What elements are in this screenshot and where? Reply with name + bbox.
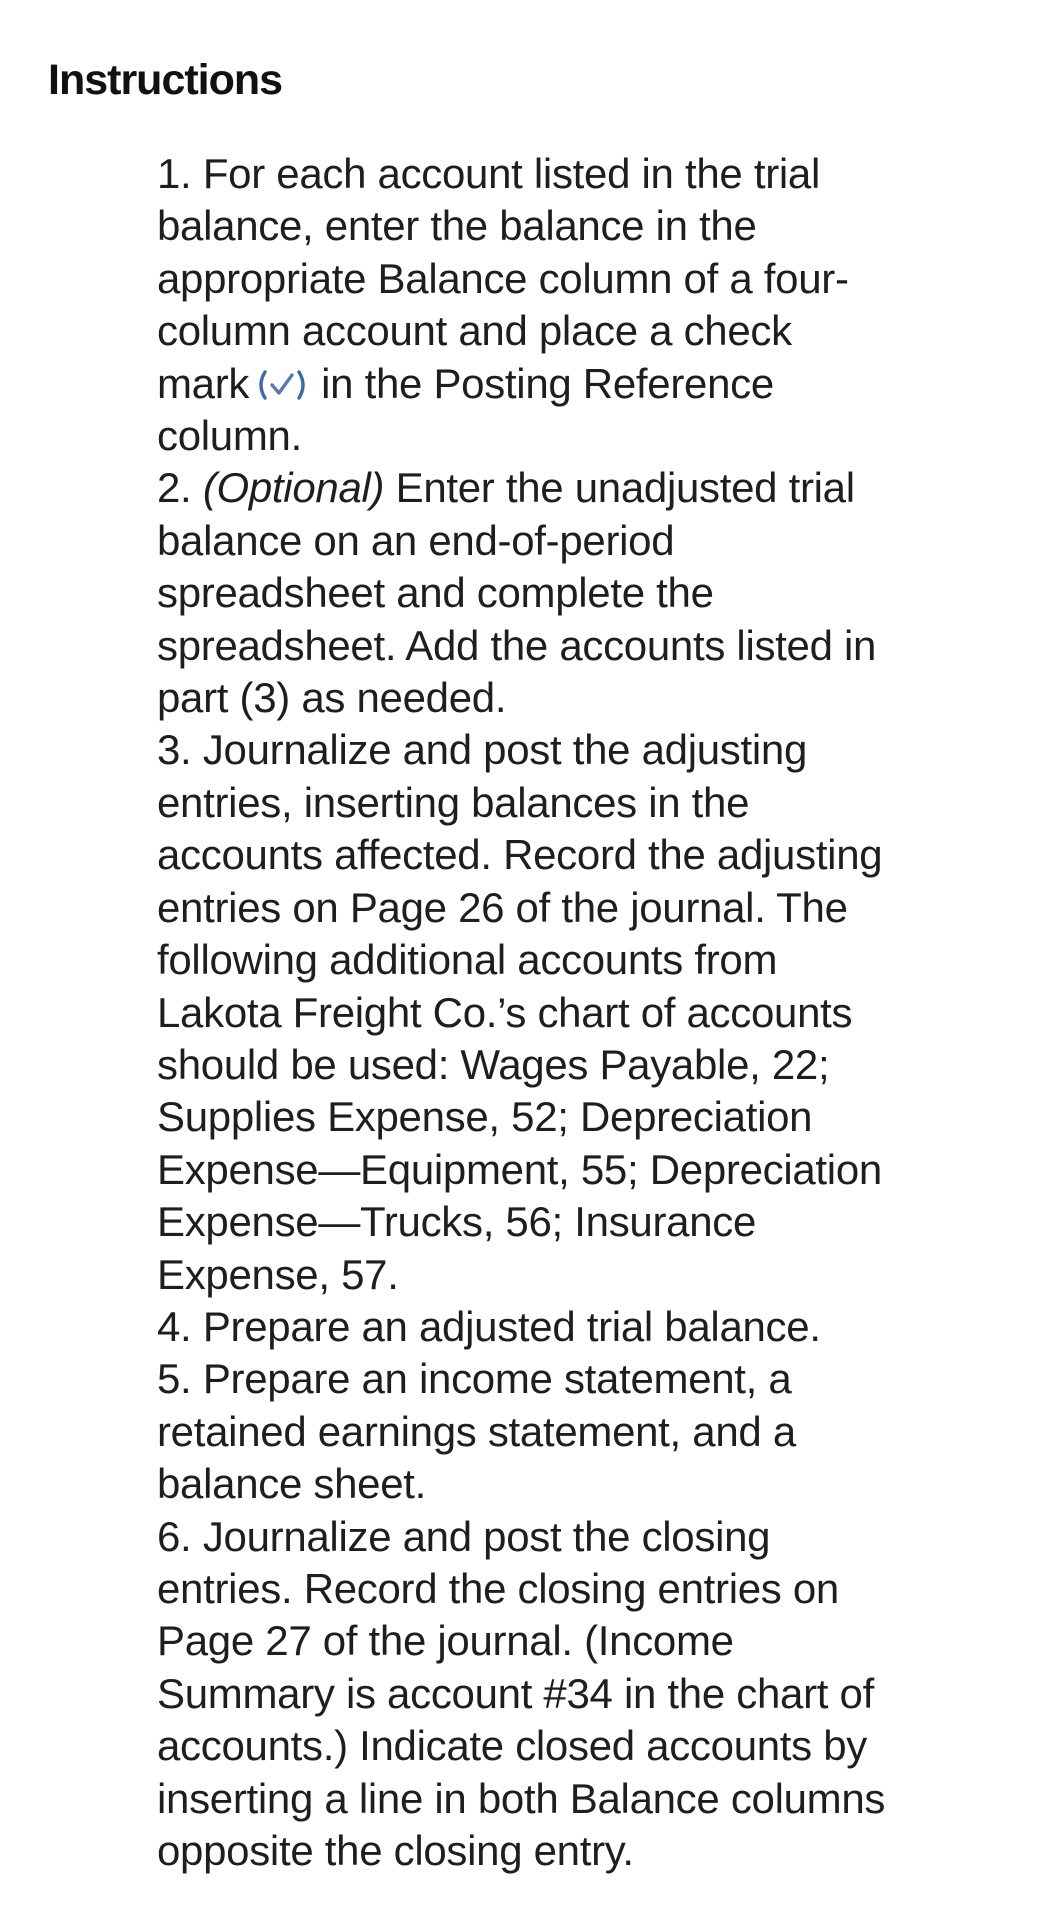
step-number: 5. bbox=[157, 1355, 192, 1403]
step-text: Prepare an adjusted trial balance. bbox=[202, 1302, 821, 1350]
instruction-step-3 bbox=[157, 724, 887, 1300]
check-mark-icon bbox=[253, 368, 311, 402]
optional-label: (Optional) bbox=[202, 464, 385, 512]
step-number: 2. bbox=[157, 464, 192, 512]
step-text: Enter the unadjusted trial balance on an end-of-period spreadsheet and complete the spreadsheet. Add the accounts listed in part (3) as needed. bbox=[157, 464, 877, 722]
step-number: 1. bbox=[157, 150, 192, 197]
step-text: Journalize and post the adjusting entries, inserting balances in the accounts affected. Record the adjusting entries on Page 26 of the journal. The following additional accounts from Lakota Freight Co.’s chart of accounts should be used: Wages Payable, 22; Supplies Expense, 52; Depreciation Expense—Equipment, 55; Depreciation Expense—Trucks, 56; Insurance Expense, 57. bbox=[157, 726, 883, 1298]
instruction-step-6 bbox=[157, 1511, 887, 1878]
step-number: 6. bbox=[157, 1512, 192, 1560]
step-number: 4. bbox=[157, 1302, 192, 1350]
step-text-continued: in the Posting Reference column. bbox=[157, 359, 774, 460]
instruction-step-2 bbox=[157, 462, 887, 724]
instruction-step-4 bbox=[157, 1301, 887, 1353]
step-text: Journalize and post the closing entries. Record the closing entries on Page 27 of the journal. (Income Summary is account #34 in the chart of accounts.) Indicate closed accounts by inserting a line in both Balance columns opposite the closing entry. bbox=[157, 1512, 886, 1874]
instruction-step-5 bbox=[157, 1353, 887, 1510]
step-text: For each account listed in the trial balance, enter the balance in the appropriate Balance column of a four-column account and place a check mark bbox=[157, 150, 849, 407]
page-title: Instructions bbox=[48, 56, 283, 104]
step-number: 3. bbox=[157, 726, 192, 774]
instruction-step-1 bbox=[157, 148, 887, 462]
step-text: Prepare an income statement, a retained earnings statement, and a balance sheet. bbox=[157, 1355, 796, 1508]
instructions-list bbox=[157, 148, 887, 1877]
